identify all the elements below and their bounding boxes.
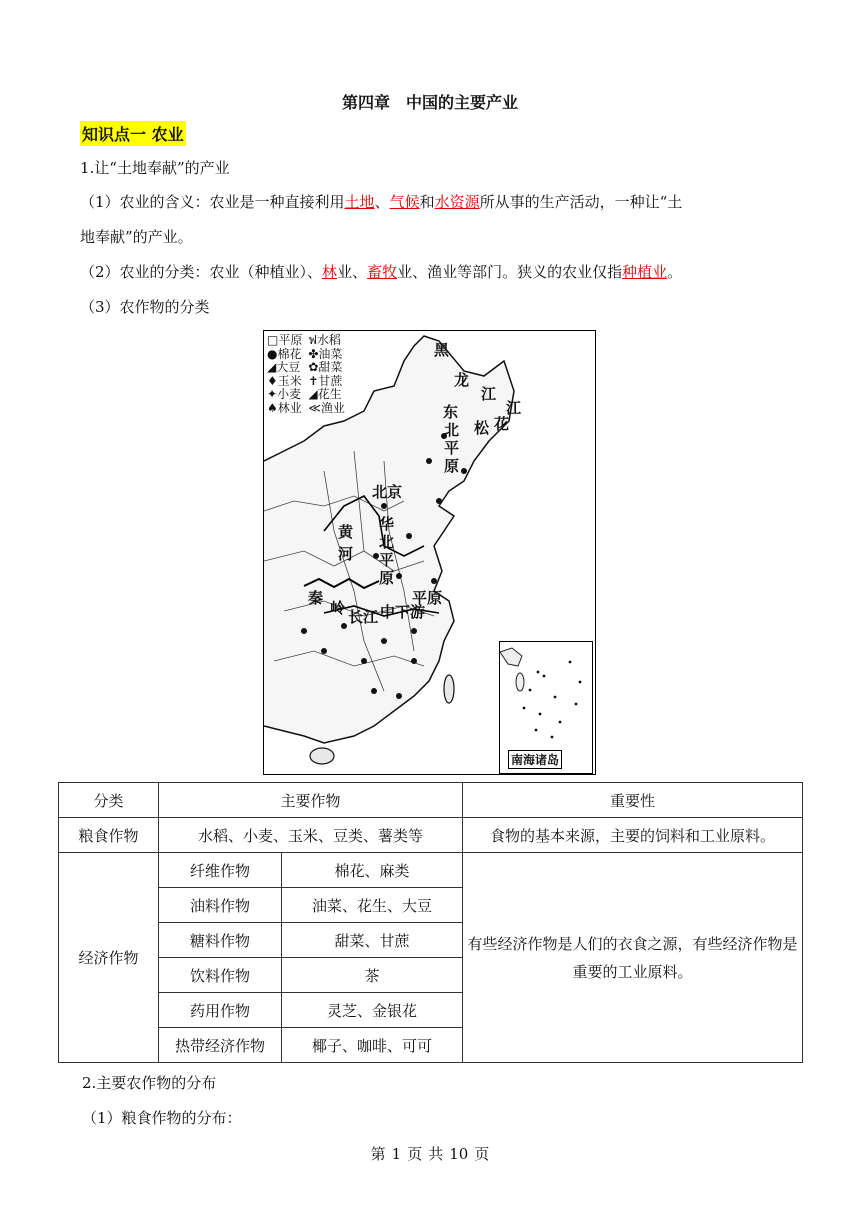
forestry-icon: ♠ bbox=[267, 400, 278, 415]
map-label: 黄 bbox=[338, 523, 354, 541]
crops-cell: 棉花、麻类 bbox=[282, 853, 463, 888]
table-header-row bbox=[59, 783, 803, 818]
section-2-heading: 2.主要农作物的分布 bbox=[82, 1074, 217, 1092]
legend-item: □平原 bbox=[267, 333, 303, 347]
china-agriculture-map bbox=[263, 330, 596, 775]
map-label: 松 bbox=[474, 419, 490, 437]
map-label: 平 bbox=[379, 551, 395, 569]
legend-col-2 bbox=[308, 334, 345, 415]
map-label: 江 bbox=[481, 385, 497, 403]
crops-cell: 椰子、咖啡、可可 bbox=[282, 1028, 463, 1063]
sugar-beet-icon: ✿ bbox=[308, 360, 319, 374]
map-label: 平 bbox=[444, 439, 460, 457]
keyword-animal-husbandry: 畜牧 bbox=[367, 263, 398, 281]
rapeseed-icon: ✤ bbox=[308, 346, 319, 361]
legend-item: ◢花生 bbox=[308, 387, 342, 401]
crop-classification-table bbox=[58, 782, 803, 1063]
table-row bbox=[59, 853, 803, 888]
crop-type-cell: 热带经济作物 bbox=[159, 1028, 282, 1063]
keyword-planting: 种植业 bbox=[622, 263, 668, 281]
legend-item: ♠林业 bbox=[267, 400, 302, 415]
map-label: 秦 bbox=[308, 589, 324, 607]
crops-cell: 水稻、小麦、玉米、豆类、薯类等 bbox=[159, 818, 463, 853]
current-page-number: 1 bbox=[391, 1145, 402, 1163]
section-1-heading: 1.让“土地奉献”的产业 bbox=[80, 159, 230, 177]
crop-type-cell: 药用作物 bbox=[159, 993, 282, 1028]
legend-item: ✝甘蔗 bbox=[308, 373, 343, 388]
map-label: 长江 bbox=[348, 608, 379, 626]
keyword-water: 水资源 bbox=[434, 193, 480, 211]
legend-item: ♦玉米 bbox=[267, 373, 302, 388]
crop-type-cell: 纤维作物 bbox=[159, 853, 282, 888]
category-cell: 经济作物 bbox=[59, 853, 159, 1063]
legend-item: ✦小麦 bbox=[267, 387, 302, 401]
map-label: 东 bbox=[443, 403, 459, 421]
chapter-number: 第四章 bbox=[341, 93, 390, 112]
table-header: 重要性 bbox=[463, 783, 803, 818]
inset-label: 南海诸岛 bbox=[508, 750, 562, 769]
importance-cell: 食物的基本来源，主要的饲料和工业原料。 bbox=[463, 818, 803, 853]
legend-item: ●棉花 bbox=[267, 346, 302, 361]
chapter-title bbox=[0, 90, 860, 113]
knowledge-point-heading: 知识点一 农业 bbox=[80, 121, 186, 146]
map-label: 原 bbox=[444, 457, 460, 475]
map-label: 北 bbox=[379, 533, 395, 551]
crop-type-cell: 糖料作物 bbox=[159, 923, 282, 958]
legend-col-1 bbox=[267, 334, 302, 415]
importance-cell: 有些经济作物是人们的衣食之源，有些经济作物是重要的工业原料。 bbox=[463, 853, 803, 1063]
keyword-forestry: 林 bbox=[322, 263, 338, 281]
keyword-land: 土地 bbox=[344, 193, 375, 211]
rice-icon: ฟ bbox=[308, 333, 317, 347]
total-pages: 10 bbox=[449, 1145, 469, 1163]
map-legend bbox=[267, 334, 345, 415]
map-label: 北京 bbox=[372, 483, 403, 501]
soybean-icon: ◢ bbox=[267, 360, 277, 374]
crops-cell: 灵芝、金银花 bbox=[282, 993, 463, 1028]
legend-item: ✤油菜 bbox=[308, 346, 343, 361]
crops-cell: 油菜、花生、大豆 bbox=[282, 888, 463, 923]
table-header: 分类 bbox=[59, 783, 159, 818]
map-label: 龙 bbox=[454, 371, 470, 389]
map-label: 原 bbox=[379, 569, 395, 587]
map-label: 花 bbox=[494, 415, 510, 433]
crops-cell: 茶 bbox=[282, 958, 463, 993]
page-footer: 第 1 页 共 10 页 bbox=[370, 1145, 490, 1163]
map-label: 平原 bbox=[412, 589, 443, 607]
map-label: 北 bbox=[444, 421, 460, 439]
map-label: 岭 bbox=[330, 599, 346, 617]
map-label: 河 bbox=[338, 545, 354, 563]
category-cell: 粮食作物 bbox=[59, 818, 159, 853]
corn-icon: ♦ bbox=[267, 373, 278, 388]
crop-type-cell: 饮料作物 bbox=[159, 958, 282, 993]
table-row bbox=[59, 818, 803, 853]
paragraph-crop-classification: （3）农作物的分类 bbox=[80, 298, 210, 316]
legend-item: ✿甜菜 bbox=[308, 360, 343, 374]
paragraph-agriculture-meaning: （1）农业的含义：农业是一种直接利用土地、气候和水资源所从事的生产活动，一种让“土 bbox=[80, 193, 683, 211]
legend-item: ◢大豆 bbox=[267, 360, 301, 374]
paragraph-agriculture-meaning-cont: 地奉献”的产业。 bbox=[80, 228, 193, 246]
wheat-icon: ✦ bbox=[267, 387, 278, 401]
legend-item: ≪渔业 bbox=[308, 400, 345, 415]
plain-icon: □ bbox=[267, 333, 279, 347]
sugarcane-icon: ✝ bbox=[308, 373, 319, 388]
map-label: 江 bbox=[506, 399, 522, 417]
chapter-name: 中国的主要产业 bbox=[406, 93, 519, 112]
peanut-icon: ◢ bbox=[308, 387, 318, 401]
map-label: 中下游 bbox=[380, 603, 426, 621]
keyword-climate: 气候 bbox=[389, 193, 420, 211]
cotton-icon: ● bbox=[267, 346, 278, 361]
crop-type-cell: 油料作物 bbox=[159, 888, 282, 923]
map-label: 黑 bbox=[434, 341, 450, 359]
legend-item: ฟ水稻 bbox=[308, 333, 341, 347]
paragraph-grain-distribution: （1）粮食作物的分布： bbox=[82, 1109, 242, 1127]
map-label: 华 bbox=[379, 515, 395, 533]
paragraph-agriculture-types: （2）农业的分类：农业（种植业）、林业、畜牧业、渔业等部门。狭义的农业仅指种植业。 bbox=[80, 263, 683, 281]
crops-cell: 甜菜、甘蔗 bbox=[282, 923, 463, 958]
table-header: 主要作物 bbox=[159, 783, 463, 818]
fishery-icon: ≪ bbox=[308, 400, 321, 415]
south-china-sea-inset bbox=[499, 641, 593, 774]
